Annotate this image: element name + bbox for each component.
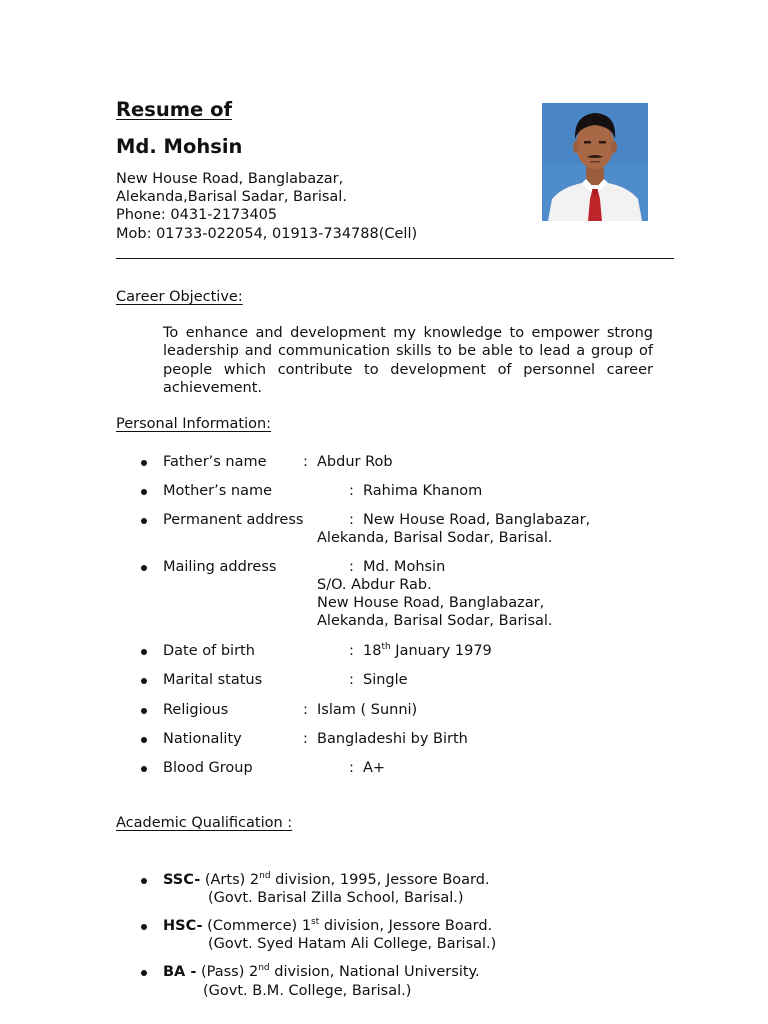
hsc-institution: (Govt. Syed Hatam Ali College, Barisal.) xyxy=(208,936,497,952)
bullet-icon xyxy=(141,460,147,466)
mailing-address-line-1: Md. Mohsin xyxy=(363,559,446,575)
colon: : xyxy=(349,760,354,776)
permanent-address-line-1: New House Road, Banglabazar, xyxy=(363,512,591,528)
blood-group-label: Blood Group xyxy=(163,760,253,776)
nationality-label: Nationality xyxy=(163,731,242,747)
marital-status-label: Marital status xyxy=(163,672,263,688)
colon: : xyxy=(303,731,308,747)
date-of-birth-label: Date of birth xyxy=(163,643,255,659)
fathers-name-label: Father’s name xyxy=(163,454,267,470)
marital-status-value: Single xyxy=(363,672,408,688)
colon: : xyxy=(349,672,354,688)
applicant-name: Md. Mohsin xyxy=(116,135,243,158)
mailing-address-line-4: Alekanda, Barisal Sodar, Barisal. xyxy=(317,613,553,629)
blood-group-value: A+ xyxy=(363,760,386,776)
colon: : xyxy=(349,559,354,575)
colon: : xyxy=(349,483,354,499)
bullet-icon xyxy=(141,649,147,655)
bullet-icon xyxy=(141,518,147,524)
phone-number: Phone: 0431-2173405 xyxy=(116,207,278,223)
fathers-name-value: Abdur Rob xyxy=(317,454,393,470)
ba-institution: (Govt. B.M. College, Barisal.) xyxy=(203,983,412,999)
header-divider xyxy=(116,258,674,259)
mailing-address-line-2: S/O. Abdur Rab. xyxy=(317,577,432,593)
colon: : xyxy=(349,643,354,659)
ba-entry: BA - (Pass) 2nd division, National University. xyxy=(163,963,480,980)
resume-title: Resume of xyxy=(116,98,232,121)
nationality-value: Bangladeshi by Birth xyxy=(317,731,468,747)
career-objective-heading: Career Objective: xyxy=(116,289,243,305)
bullet-icon xyxy=(141,970,147,976)
date-of-birth-value: 18th January 1979 xyxy=(363,642,492,659)
ssc-institution: (Govt. Barisal Zilla School, Barisal.) xyxy=(208,890,464,906)
academic-qualification-heading: Academic Qualification : xyxy=(116,815,293,831)
applicant-photo xyxy=(542,103,648,221)
permanent-address-label: Permanent address xyxy=(163,512,304,528)
mothers-name-value: Rahima Khanom xyxy=(363,483,483,499)
bullet-icon xyxy=(141,565,147,571)
address-line-1: New House Road, Banglabazar, xyxy=(116,171,344,187)
personal-information-heading: Personal Information: xyxy=(116,416,272,432)
bullet-icon xyxy=(141,924,147,930)
ssc-entry: SSC- (Arts) 2nd division, 1995, Jessore Board. xyxy=(163,871,490,888)
bullet-icon xyxy=(141,878,147,884)
bullet-icon xyxy=(141,678,147,684)
religious-label: Religious xyxy=(163,702,229,718)
mailing-address-line-3: New House Road, Banglabazar, xyxy=(317,595,545,611)
hsc-entry: HSC- (Commerce) 1st division, Jessore Board. xyxy=(163,917,493,934)
career-objective-text: To enhance and development my knowledge to empower strong leadership and communication skills to be able to lead a group of people which contribute to development of personnel career achievement. xyxy=(163,325,653,396)
mothers-name-label: Mother’s name xyxy=(163,483,273,499)
mailing-address-label: Mailing address xyxy=(163,559,277,575)
bullet-icon xyxy=(141,766,147,772)
colon: : xyxy=(349,512,354,528)
permanent-address-line-2: Alekanda, Barisal Sodar, Barisal. xyxy=(317,530,553,546)
religious-value: Islam ( Sunni) xyxy=(317,702,418,718)
bullet-icon xyxy=(141,708,147,714)
bullet-icon xyxy=(141,489,147,495)
colon: : xyxy=(303,702,308,718)
address-line-2: Alekanda,Barisal Sadar, Barisal. xyxy=(116,189,347,205)
mobile-number: Mob: 01733-022054, 01913-734788(Cell) xyxy=(116,226,418,242)
bullet-icon xyxy=(141,737,147,743)
colon: : xyxy=(303,454,308,470)
